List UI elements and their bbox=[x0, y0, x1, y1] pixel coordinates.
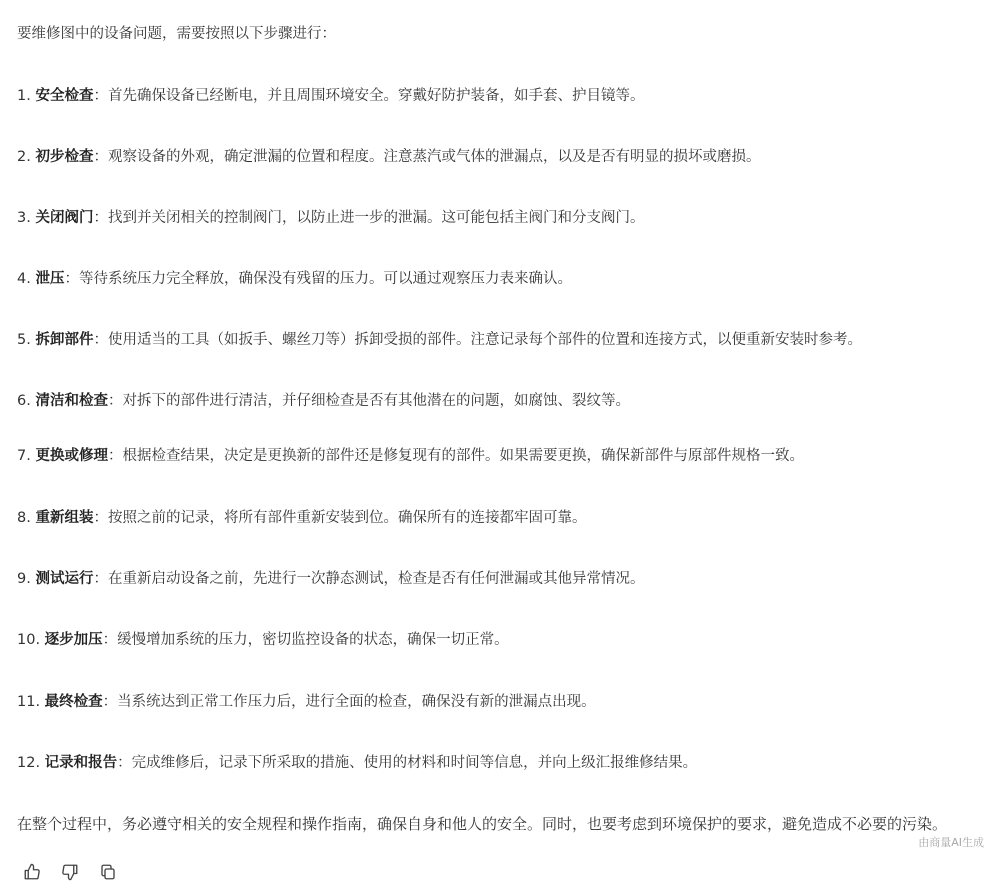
step-number: 10. bbox=[17, 632, 41, 648]
step-term: 清洁和检查 bbox=[35, 393, 108, 409]
step-number: 6. bbox=[17, 393, 31, 409]
step-description: 按照之前的记录，将所有部件重新安装到位。确保所有的连接都牢固可靠。 bbox=[107, 510, 587, 526]
step-number: 11. bbox=[17, 694, 41, 710]
closing-text: 在整个过程中，务必遵守相关的安全规程和操作指南，确保自身和他人的安全。同时，也要考虑到环境保护的要求，避免造成不必要的污染。 bbox=[17, 815, 948, 833]
step-term: 泄压 bbox=[35, 271, 65, 287]
step-separator: ： bbox=[93, 210, 108, 226]
step-term: 记录和报告 bbox=[44, 755, 118, 771]
step-term: 初步检查 bbox=[35, 149, 94, 165]
copy-icon bbox=[99, 863, 117, 881]
step-description: 缓慢增加系统的压力，密切监控设备的状态，确保一切正常。 bbox=[117, 632, 509, 648]
step-description: 根据检查结果，决定是更换新的部件还是修复现有的部件。如果需要更换，确保新部件与原部件规格一致。 bbox=[122, 448, 804, 464]
step-number: 8. bbox=[17, 510, 31, 526]
step-description: 当系统达到正常工作压力后，进行全面的检查，确保没有新的泄漏点出现。 bbox=[117, 694, 596, 710]
list-item bbox=[17, 508, 586, 528]
step-separator: ： bbox=[117, 755, 132, 771]
step-description: 等待系统压力完全释放，确保没有残留的压力。可以通过观察压力表来确认。 bbox=[78, 271, 572, 287]
step-separator: ： bbox=[93, 510, 108, 526]
step-term: 测试运行 bbox=[35, 571, 94, 587]
step-description: 对拆下的部件进行清洁，并仔细检查是否有其他潜在的问题，如腐蚀、裂纹等。 bbox=[122, 393, 630, 409]
step-term: 重新组装 bbox=[35, 510, 94, 526]
step-number: 7. bbox=[17, 448, 31, 464]
step-separator: ： bbox=[64, 271, 79, 287]
list-item bbox=[17, 630, 509, 650]
step-separator: ： bbox=[93, 571, 108, 587]
step-description: 观察设备的外观，确定泄漏的位置和程度。注意蒸汽或气体的泄漏点，以及是否有明显的损坏或磨损。 bbox=[107, 149, 761, 165]
step-separator: ： bbox=[93, 332, 108, 348]
step-separator: ： bbox=[107, 448, 123, 464]
step-separator: ： bbox=[93, 88, 108, 104]
list-item bbox=[17, 692, 596, 712]
step-term: 逐步加压 bbox=[44, 632, 103, 648]
step-term: 关闭阀门 bbox=[35, 210, 94, 226]
step-separator: ： bbox=[107, 393, 123, 409]
list-item bbox=[17, 330, 862, 350]
step-term: 最终检查 bbox=[44, 694, 103, 710]
list-item bbox=[17, 86, 644, 106]
list-item bbox=[17, 208, 644, 228]
step-description: 在重新启动设备之前，先进行一次静态测试，检查是否有任何泄漏或其他异常情况。 bbox=[107, 571, 645, 587]
feedback-actions bbox=[22, 862, 118, 882]
step-separator: ： bbox=[93, 149, 108, 165]
step-separator: ： bbox=[102, 694, 118, 710]
step-term: 更换或修理 bbox=[35, 448, 108, 464]
list-item bbox=[17, 753, 697, 773]
step-description: 首先确保设备已经断电，并且周围环境安全。穿戴好防护装备，如手套、护目镜等。 bbox=[107, 88, 645, 104]
step-number: 2. bbox=[17, 149, 31, 165]
step-number: 12. bbox=[17, 755, 41, 771]
dislike-button[interactable] bbox=[60, 862, 80, 882]
ai-generated-watermark: 由商量AI生成 bbox=[918, 836, 984, 849]
step-description: 完成维修后，记录下所采取的措施、使用的材料和时间等信息，并向上级汇报维修结果。 bbox=[131, 755, 698, 771]
list-item bbox=[17, 269, 572, 289]
list-item bbox=[17, 446, 804, 466]
like-button[interactable] bbox=[22, 862, 42, 882]
step-description: 找到并关闭相关的控制阀门，以防止进一步的泄漏。这可能包括主阀门和分支阀门。 bbox=[107, 210, 645, 226]
list-item bbox=[17, 147, 760, 167]
step-number: 9. bbox=[17, 571, 31, 587]
thumbs-up-icon bbox=[23, 863, 41, 881]
step-separator: ： bbox=[102, 632, 118, 648]
step-number: 5. bbox=[17, 332, 31, 348]
step-number: 1. bbox=[17, 88, 31, 104]
step-number: 4. bbox=[17, 271, 31, 287]
step-term: 安全检查 bbox=[35, 88, 94, 104]
step-description: 使用适当的工具（如扳手、螺丝刀等）拆卸受损的部件。注意记录每个部件的位置和连接方式，以便重新安装时参考。 bbox=[107, 332, 862, 348]
list-item bbox=[17, 391, 630, 411]
thumbs-down-icon bbox=[61, 863, 79, 881]
intro-text: 要维修图中的设备问题，需要按照以下步骤进行： bbox=[17, 26, 336, 42]
step-number: 3. bbox=[17, 210, 31, 226]
list-item bbox=[17, 569, 644, 589]
step-term: 拆卸部件 bbox=[35, 332, 94, 348]
copy-button[interactable] bbox=[98, 862, 118, 882]
